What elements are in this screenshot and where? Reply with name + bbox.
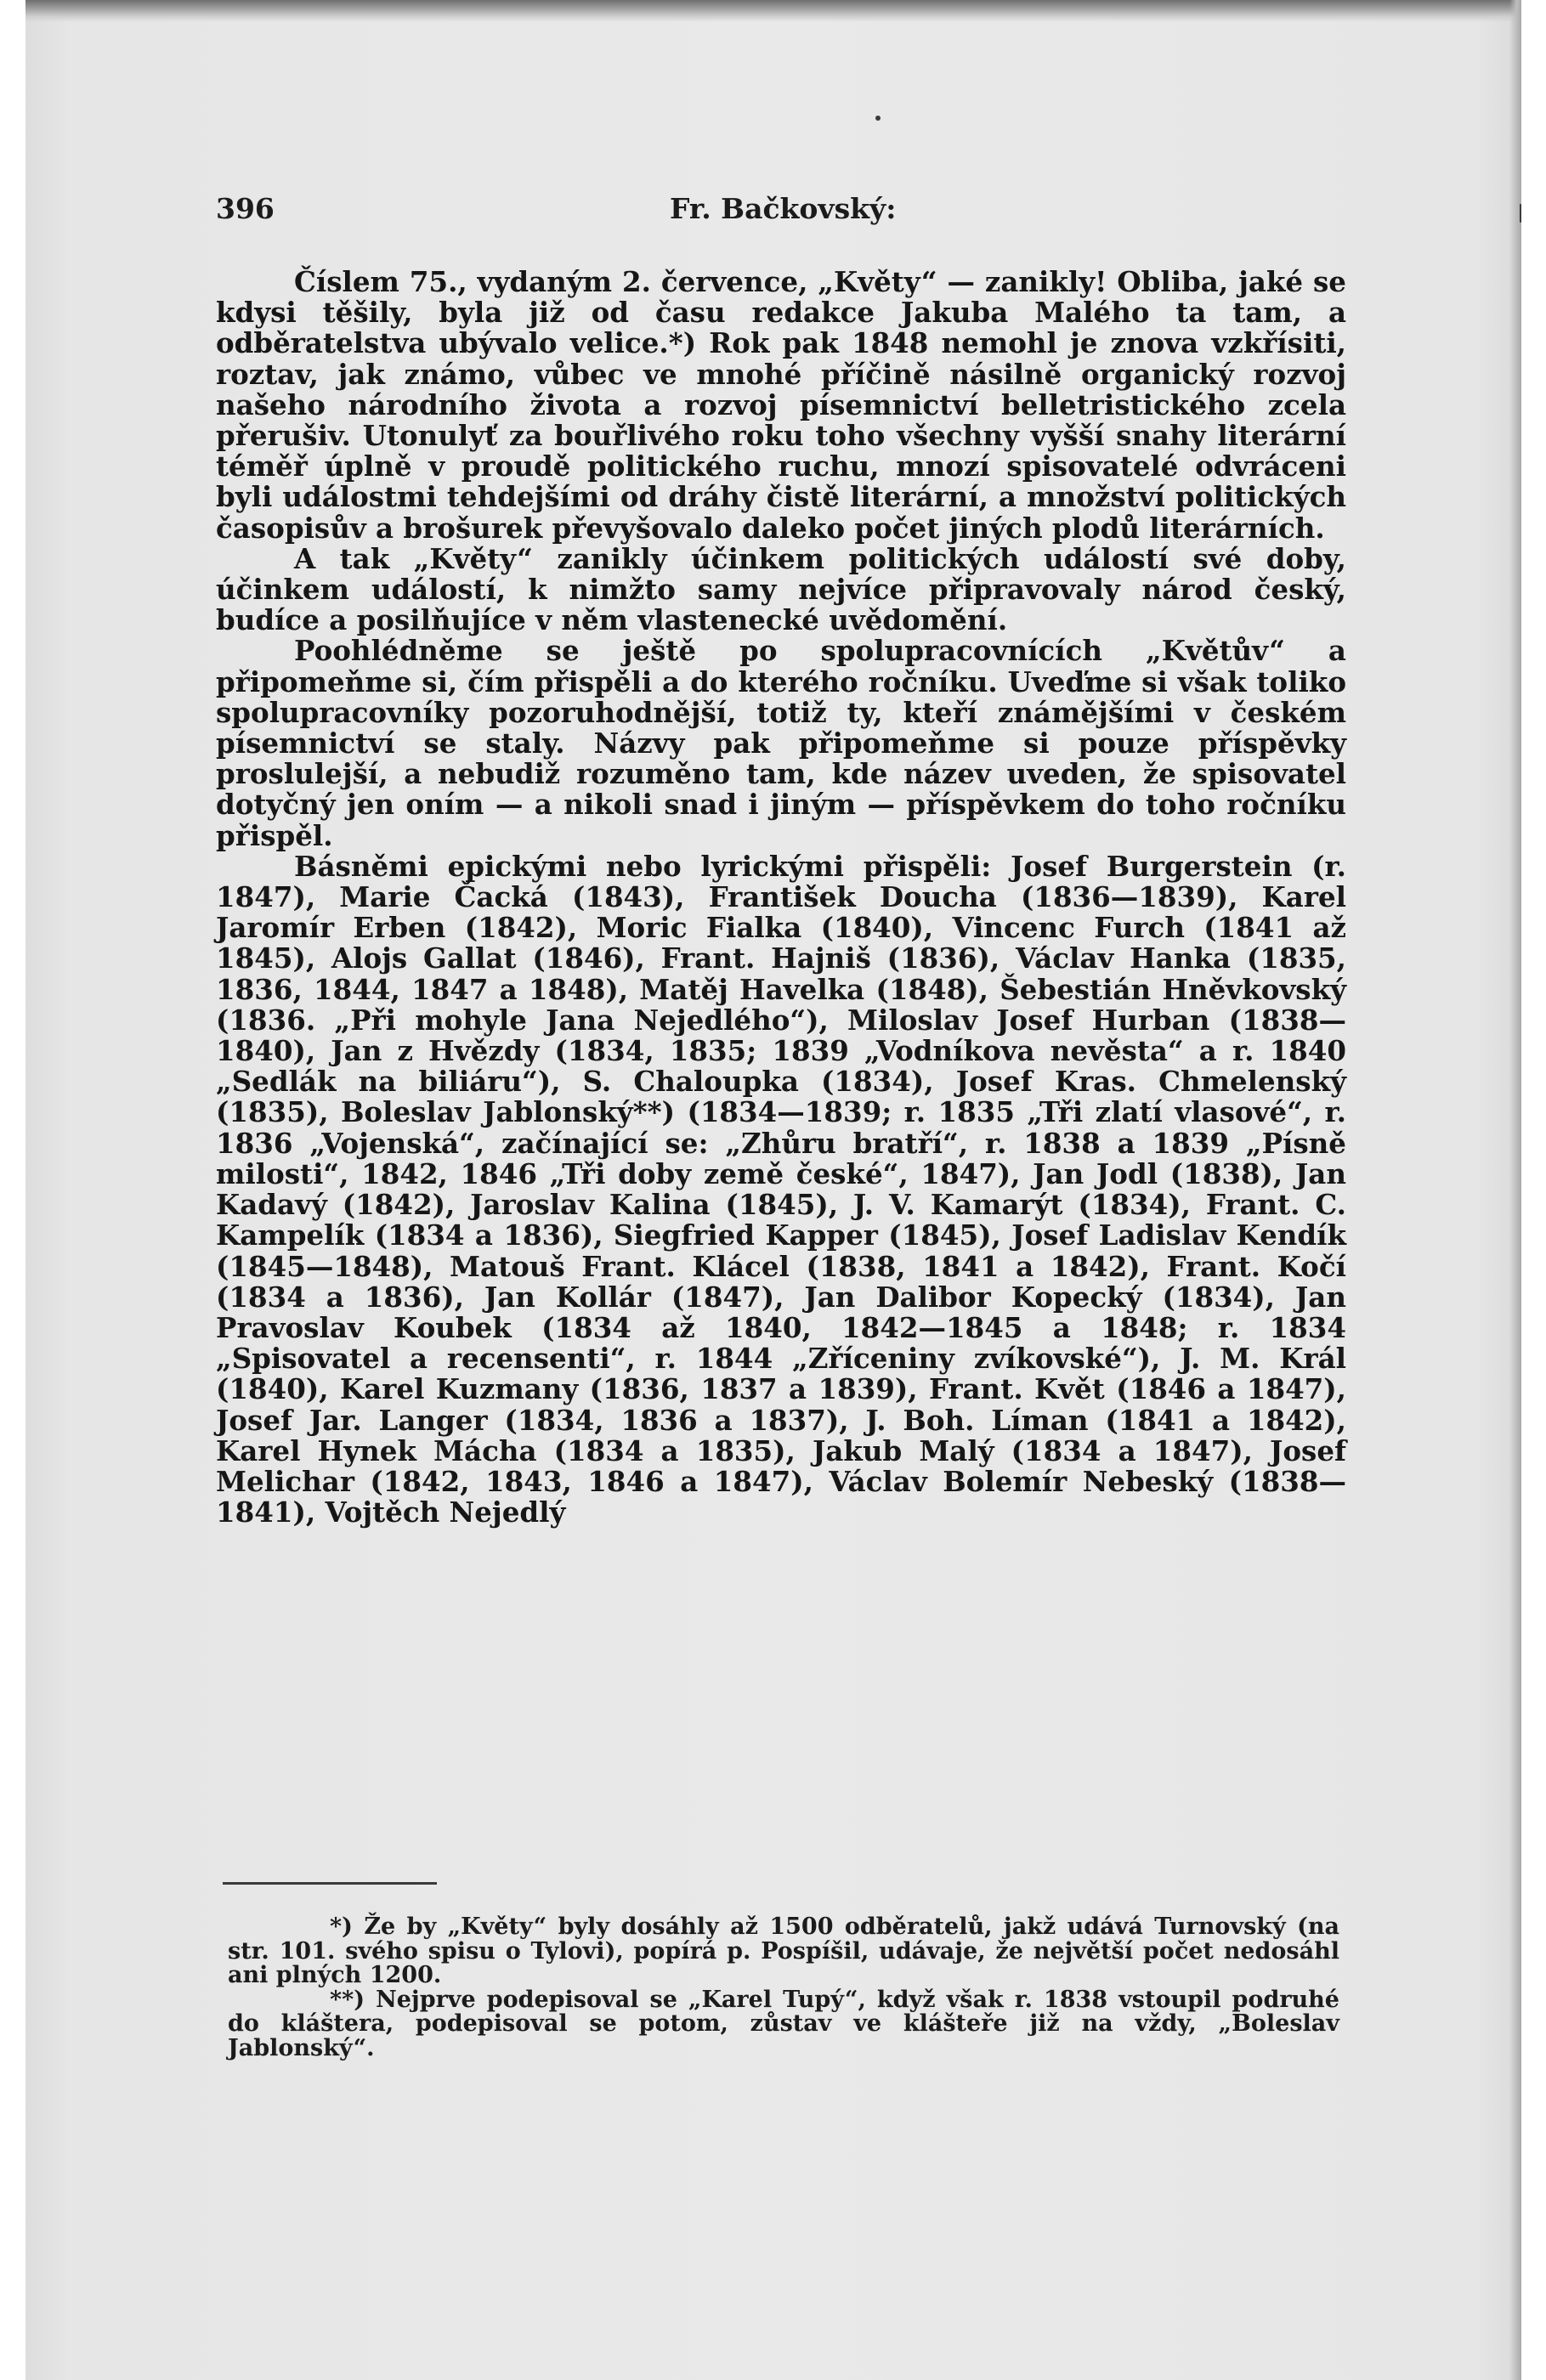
footnotes [228, 1915, 1339, 2061]
running-title: Fr. Bačkovský: [670, 192, 897, 225]
stray-mark [875, 116, 881, 121]
scan-edge-right [1509, 0, 1521, 2380]
scan-edge-top [25, 0, 1521, 22]
footnote: *) Že by „Květy“ byly dosáhly až 1500 odběratelů, jakž udává Turnovský (na str. 101. svého spisu o Tylovi), popírá p. Pospíšil, udávaje, že největší počet nedosáhl ani plných 1200. [228, 1914, 1339, 1988]
paragraph: A tak „Květy“ zanikly účinkem politických událostí své doby, účinkem událostí, k nimžto samy nejvíce připravovaly národ český, budíce a posilňujíce v něm vlastenecké uvědomění. [216, 541, 1346, 637]
paragraph: Poohlédněme se ještě po spolupracovnících „Květův“ a připomeňme si, čím přispěli a do kterého ročníku. Uveďme si však toliko spolupracovníky pozoruhodnější, totiž ty, kteří známějšími v českém písemnictví se staly. Názvy pak připomeňme si pouze příspěvky proslulejší, a nebudiž rozuměno tam, kde název uveden, že spisovatel dotyčný jen oním — a nikoli snad i jiným — příspěvkem do toho ročníku přispěl. [216, 634, 1346, 852]
scanned-page [25, 0, 1521, 2380]
stray-mark [1520, 204, 1521, 223]
page-number: 396 [216, 192, 275, 225]
body-text [216, 267, 1346, 1528]
paragraph: Básněmi epickými nebo lyrickými přispěli: Josef Burgerstein (r. 1847), Marie Čacká (1843), František Doucha (1836—1839), Karel Jaromír Erben (1842), Moric Fialka (1840), Vincenc Furch (1841 až 1845), Alojs Gallat (1846), Frant. Hajniš (1836), Václav Hanka (1835, 1836, 1844, 1847 a 1848), Matěj Havelka (1848), Šebestián Hněvkovský (1836. „Při mohyle Jana Nejedlého“), Miloslav Josef Hurban (1838—1840), Jan z Hvězdy (1834, 1835; 1839 „Vodníkova nevěsta“ a r. 1840 „Sedlák na biliáru“), S. Chaloupka (1834), Josef Kras. Chmelenský (1835), Boleslav Jablonský**) (1834—1839; r. 1835 „Tři zlatí vlasové“, r. 1836 „Vojenská“, začínající se: „Zhůru bratří“, r. 1838 a 1839 „Písně milosti“, 1842, 1846 „Tři doby země české“, 1847), Jan Jodl (1838), Jan Kadavý (1842), Jaroslav Kalina (1845), J. V. Kamarýt (1834), Frant. C. Kampelík (1834 a 1836), Siegfried Kapper (1845), Josef Ladislav Kendík (1845—1848), Matouš Frant. Klácel (1838, 1841 a 1842), Frant. Kočí (1834 a 1836), Jan Kollár (1847), Jan Dalibor Kopecký (1834), Jan Pravoslav Koubek (1834 až 1840, 1842—1845 a 1848; r. 1834 „Spisovatel a recensenti“, r. 1844 „Zříceniny zvíkovské“), J. M. Král (1840), Karel Kuzmany (1836, 1837 a 1839), Frant. Květ (1846 a 1847), Josef Jar. Langer (1834, 1836 a 1837), J. Boh. Líman (1841 a 1842), Karel Hynek Mácha (1834 a 1835), Jakub Malý (1834 a 1847), Josef Melichar (1842, 1843, 1846 a 1847), Václav Bolemír Nebeský (1838—1841), Vojtěch Nejedlý [216, 849, 1346, 1529]
footnote: **) Nejprve podepisoval se „Karel Tupý“, když však r. 1838 vstoupil podruhé do kláštera, podepisoval se potom, zůstav ve klášteře již na vždy, „Boleslav Jablonský“. [228, 1986, 1339, 2061]
paragraph: Číslem 75., vydaným 2. července, „Květy“ — zanikly! Obliba, jaké se kdysi těšily, byla již od času redakce Jakuba Malého ta tam, a odběratelstva ubývalo velice.*) Rok pak 1848 nemohl je znova vzkřísiti, roztav, jak známo, vůbec ve mnohé příčině násilně organický rozvoj našeho národního života a rozvoj písemnictví belletristického zcela přerušiv. Utonulyť za bouřlivého roku toho všechny vyšší snahy literární téměř úplně v proudě politického ruchu, mnozí spisovatelé odvráceni byli událostmi tehdejšími od dráhy čistě literární, a množství politických časopisův a brošurek převyšovalo daleko počet jiných plodů literárních. [216, 265, 1346, 545]
running-head [216, 192, 1346, 231]
footnote-rule [223, 1882, 437, 1885]
